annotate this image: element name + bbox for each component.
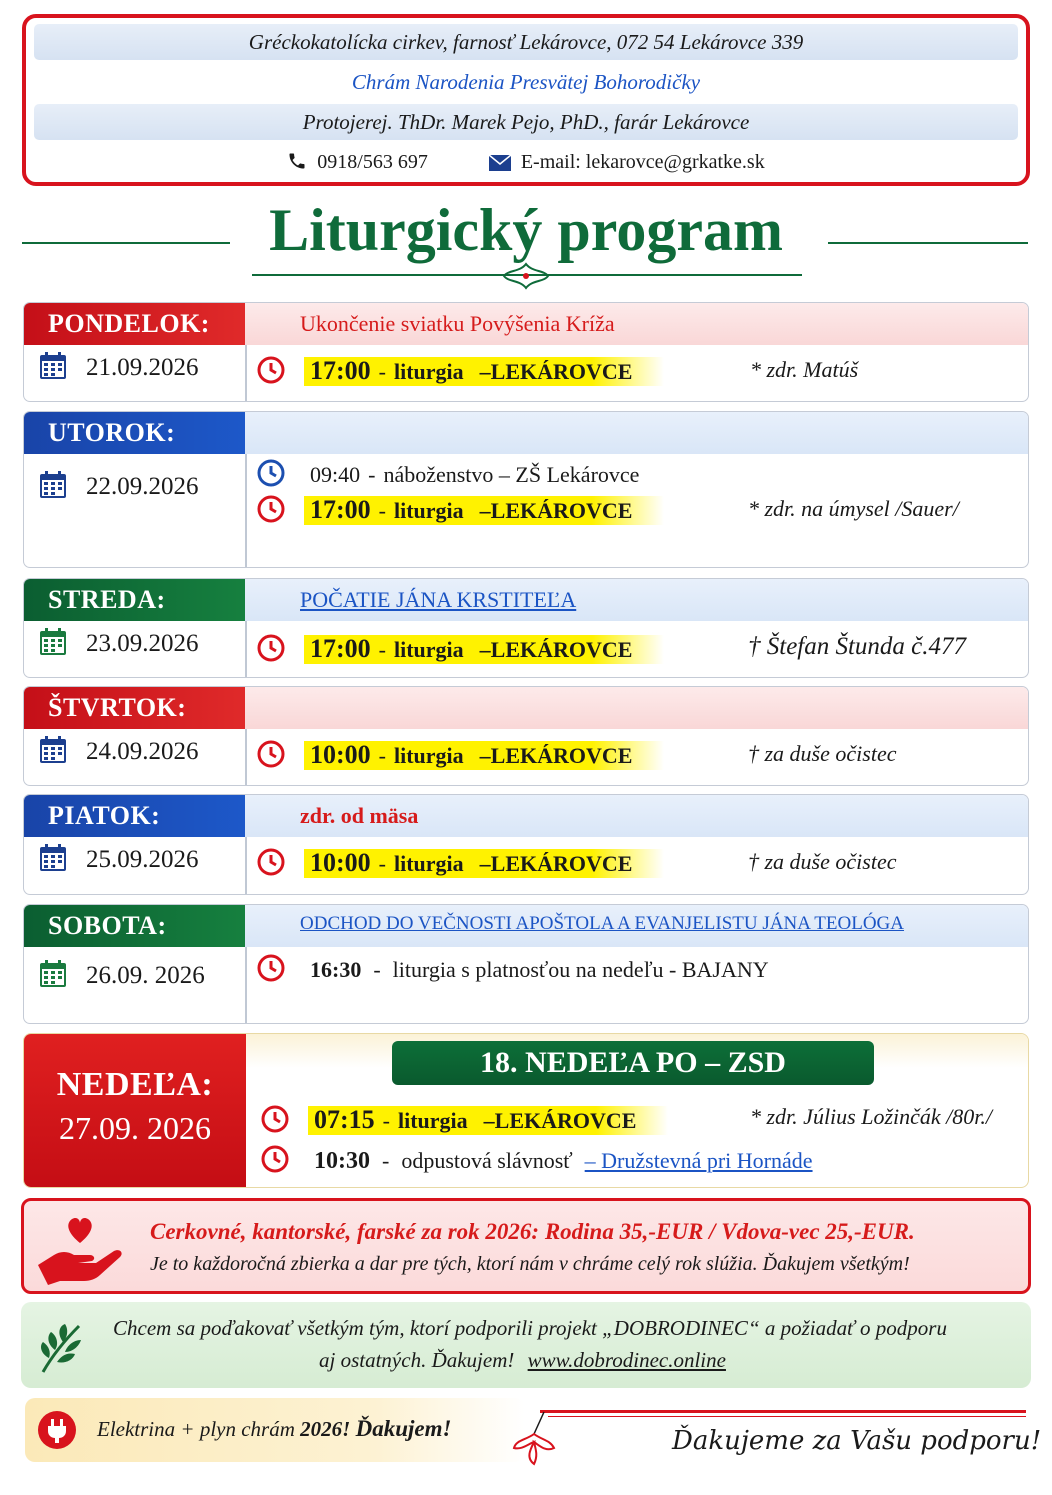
day-saturday <box>23 904 1029 1024</box>
schedule-row <box>256 458 639 488</box>
place: –LEKÁROVCE <box>479 637 633 662</box>
day-thursday <box>23 686 1029 786</box>
divider <box>245 621 247 677</box>
schedule-row <box>256 494 664 525</box>
service: liturgia <box>394 743 464 768</box>
schedule-row <box>256 355 664 386</box>
date-text: 27.09. 2026 <box>59 1110 211 1146</box>
day-monday <box>23 302 1029 402</box>
heart-hand-icon <box>34 1215 126 1285</box>
highlight <box>304 741 664 770</box>
plug-icon <box>37 1410 77 1450</box>
calendar-icon <box>38 470 68 500</box>
day-name: NEDEĽA: <box>56 1066 214 1103</box>
clock-icon <box>256 458 286 488</box>
service: liturgia s platnosťou na nedeľu - BAJANY <box>392 957 769 982</box>
calendar-icon <box>38 959 68 989</box>
email-contact[interactable] <box>489 144 765 180</box>
clock-icon <box>256 633 286 663</box>
place: –LEKÁROVCE <box>479 359 633 384</box>
clock-icon <box>260 1104 290 1134</box>
highlight <box>304 635 664 664</box>
calendar-icon <box>38 735 68 765</box>
clock-icon <box>256 494 286 524</box>
parish-address: Gréckokatolícka cirkev, farnosť Lekárovce, 072 54 Lekárovce 339 <box>34 24 1018 60</box>
feast-label: ODCHOD DO VEČNOSTI APOŠTOLA A EVANJELISTU JÁNA TEOLÓGA <box>300 913 905 934</box>
feast-label: POČATIE JÁNA KRSTITEĽA <box>300 587 577 612</box>
service: náboženstvo – ZŠ Lekárovce <box>383 462 640 487</box>
electricity-text <box>97 1416 451 1442</box>
day-wednesday <box>23 578 1029 678</box>
feast-label: zdr. od mäsa <box>300 803 419 828</box>
ornament-icon <box>500 260 552 292</box>
place: –LEKÁROVCE <box>479 743 633 768</box>
dash: - <box>373 957 381 982</box>
closing-line <box>540 1410 1026 1413</box>
dobrodinec-link[interactable]: www.dobrodinec.online <box>527 1348 726 1372</box>
dash: - <box>382 1108 390 1133</box>
closing-line-thin <box>548 1416 1026 1417</box>
calendar-icon <box>38 843 68 873</box>
highlight <box>304 357 664 386</box>
sunday-label <box>24 1034 246 1188</box>
service: odpustová slávnosť <box>401 1148 573 1173</box>
electricity-thanks: Ďakujem! <box>355 1416 452 1441</box>
day-friday <box>23 794 1029 895</box>
day-sunday <box>23 1033 1029 1188</box>
highlight <box>308 1106 668 1135</box>
day-date <box>38 470 199 501</box>
leaf-icon <box>35 1318 89 1374</box>
time: 17:00 <box>310 634 371 663</box>
phone-number: 0918/563 697 <box>317 151 428 173</box>
contact-row <box>34 144 1018 180</box>
schedule-row <box>256 847 664 878</box>
time: 16:30 <box>310 957 362 982</box>
time: 17:00 <box>310 495 371 524</box>
intention: * zdr. Matúš <box>750 357 859 382</box>
intention: * zdr. na úmysel /Sauer/ <box>748 496 959 521</box>
place: –LEKÁROVCE <box>479 498 633 523</box>
schedule-row <box>256 633 664 664</box>
place: –LEKÁROVCE <box>479 851 633 876</box>
phone-contact[interactable] <box>287 144 428 180</box>
date-text: 22.09.2026 <box>86 473 199 500</box>
clock-icon <box>256 847 286 877</box>
calendar-icon <box>38 627 68 657</box>
highlight <box>304 849 664 878</box>
intention: † za duše očistec <box>748 741 897 766</box>
day-name: PONDELOK: <box>24 303 245 345</box>
electricity-notice <box>25 1398 525 1462</box>
dash: - <box>378 851 386 876</box>
dash: - <box>378 637 386 662</box>
electricity-year: 2026! <box>300 1417 351 1441</box>
time: 10:30 <box>314 1148 370 1174</box>
dash: - <box>378 359 386 384</box>
day-band <box>245 412 1028 454</box>
intention: * zdr. Július Ložinčák /80r./ <box>750 1104 993 1129</box>
date-text: 23.09.2026 <box>86 630 199 657</box>
schedule-row <box>260 1144 813 1175</box>
dobrodinec-notice <box>21 1302 1031 1388</box>
clock-icon <box>256 739 286 769</box>
clock-icon <box>256 355 286 385</box>
date-text: 25.09.2026 <box>86 846 199 873</box>
time: 17:00 <box>310 356 371 385</box>
divider <box>245 947 247 1023</box>
day-name: ŠTVRTOK: <box>24 687 245 729</box>
day-name: SOBOTA: <box>24 905 245 947</box>
dobrodinec-line-2 <box>319 1348 726 1373</box>
intention: † Štefan Štunda č.477 <box>748 633 967 660</box>
church-name: Chrám Narodenia Presvätej Bohorodičky <box>351 70 701 94</box>
time: 10:00 <box>310 848 371 877</box>
fee-line-1: Cerkovné, kantorské, farské za rok 2026: Rodina 35,-EUR / Vdova-vec 25,-EUR. <box>150 1219 915 1244</box>
title-section <box>0 196 1052 296</box>
service: liturgia <box>394 498 464 523</box>
dash: - <box>382 1148 390 1173</box>
divider <box>245 345 247 401</box>
dobrodinec-line-1: Chcem sa poďakovať všetkým tým, ktorí podporili projekt „DOBRODINEC“ a požiadať o podporu <box>113 1316 947 1340</box>
phone-icon <box>287 151 307 171</box>
date-text: 26.09. 2026 <box>86 962 205 989</box>
time: 07:15 <box>314 1105 375 1134</box>
divider <box>245 454 247 567</box>
dash: - <box>368 462 376 487</box>
email-address: E-mail: lekarovce@grkatke.sk <box>520 151 765 173</box>
schedule-row <box>256 953 769 983</box>
schedule-row <box>260 1104 668 1135</box>
clock-icon <box>256 953 286 983</box>
day-date <box>38 735 199 766</box>
date-text: 21.09.2026 <box>86 354 199 381</box>
time: 09:40 <box>310 462 361 487</box>
electricity-label: Elektrina + plyn chrám <box>97 1417 295 1441</box>
calendar-icon <box>38 351 68 381</box>
divider <box>245 837 247 894</box>
parish-header <box>22 14 1030 186</box>
service: liturgia <box>394 359 464 384</box>
sunday-title: 18. NEDEĽA PO – ZSD <box>392 1041 874 1085</box>
service: liturgia <box>394 637 464 662</box>
ornament-icon <box>512 1410 558 1466</box>
day-date <box>38 959 205 990</box>
date-text: 24.09.2026 <box>86 738 199 765</box>
day-date <box>38 843 199 874</box>
schedule-row <box>256 739 664 770</box>
day-name: UTOROK: <box>24 412 245 454</box>
page-title: Liturgický program <box>269 197 783 263</box>
divider <box>245 729 247 785</box>
intention: † za duše očistec <box>748 849 897 874</box>
day-date <box>38 627 199 658</box>
time: 10:00 <box>310 740 371 769</box>
day-date <box>38 351 199 382</box>
service: liturgia <box>398 1108 468 1133</box>
closing-thanks: Ďakujeme za Vašu podporu! <box>672 1426 1042 1456</box>
dobrodinec-text: aj ostatných. Ďakujem! <box>319 1348 515 1372</box>
day-band <box>245 687 1028 729</box>
service: liturgia <box>394 851 464 876</box>
fee-line-2: Je to každoročná zbierka a dar pre tých, ktorí nám v chráme celý rok slúžia. Ďakujem všetkým! <box>150 1253 910 1275</box>
mail-icon <box>489 155 511 171</box>
place: –LEKÁROVCE <box>483 1108 637 1133</box>
clock-icon <box>260 1144 290 1174</box>
feast-label: Ukončenie sviatku Povýšenia Kríža <box>300 311 615 336</box>
dash: - <box>378 743 386 768</box>
day-tuesday <box>23 411 1029 568</box>
day-name: STREDA: <box>24 579 245 621</box>
fee-notice <box>21 1198 1031 1294</box>
priest-name: Protojerej. ThDr. Marek Pejo, PhD., farár Lekárovce <box>34 104 1018 140</box>
highlight <box>304 496 664 525</box>
location-link[interactable]: – Družstevná pri Hornáde <box>584 1148 813 1173</box>
dash: - <box>378 498 386 523</box>
day-name: PIATOK: <box>24 795 245 837</box>
